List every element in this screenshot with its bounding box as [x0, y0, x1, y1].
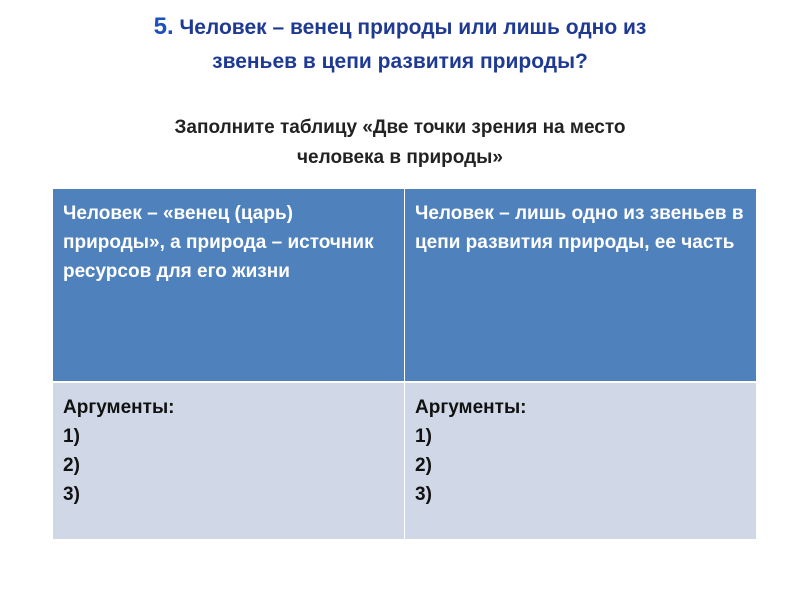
argument-item: 1) [63, 426, 80, 447]
header-cell-king-of-nature: Человек – «венец (царь) природы», а природа – источник ресурсов для его жизни [53, 189, 405, 382]
title-text-1: Человек – венец природы или лишь одно из [179, 16, 647, 39]
subtitle-line-1: Заполните таблицу «Две точки зрения на место [174, 117, 626, 138]
header-cell-part-of-nature: Человек – лишь одно из звеньев в цепи развития природы, ее часть [405, 189, 757, 382]
title-number: 5. [153, 13, 174, 40]
argument-item: 1) [415, 426, 432, 447]
title-line-2: звеньев в цепи развития природы? [212, 50, 588, 73]
subtitle-line-2: человека в природы» [297, 147, 503, 168]
arguments-cell-left [53, 382, 405, 539]
table-arguments-row [53, 382, 756, 539]
argument-item: 3) [415, 484, 432, 505]
arguments-label: Аргументы: [415, 397, 527, 418]
title-line-1 [0, 10, 800, 45]
slide-title [0, 10, 800, 79]
viewpoints-table [53, 189, 756, 539]
argument-item: 2) [415, 455, 432, 476]
arguments-label: Аргументы: [63, 397, 175, 418]
slide-subtitle [0, 113, 800, 173]
argument-item: 2) [63, 455, 80, 476]
argument-item: 3) [63, 484, 80, 505]
arguments-cell-right [405, 382, 757, 539]
table-header-row [53, 189, 756, 382]
